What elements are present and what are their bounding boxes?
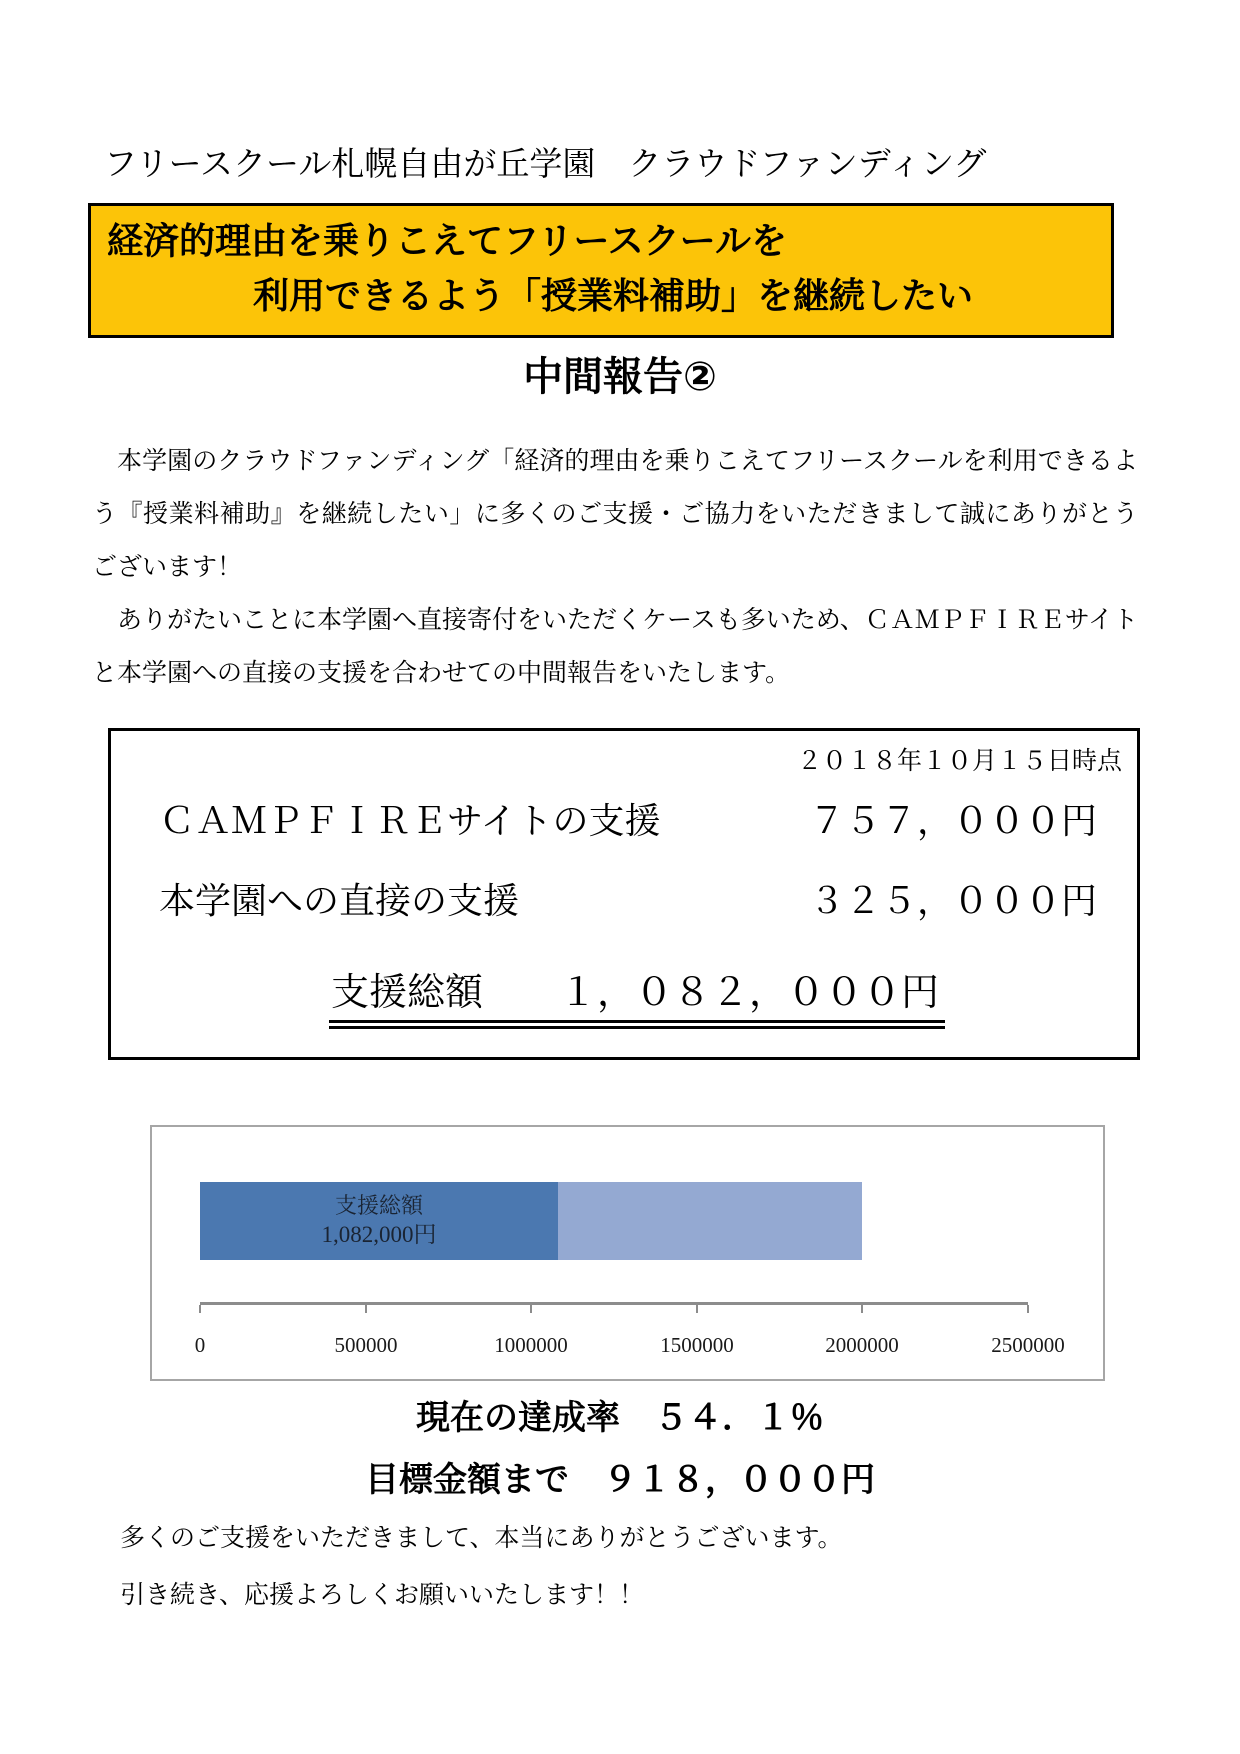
closing-line-1: 多くのご支援をいただきまして、本当にありがとうございます。 — [120, 1524, 843, 1552]
x-axis-tick — [199, 1305, 201, 1313]
paragraph-2: ありがたいことに本学園へ直接寄付をいただくケースも多いため、ＣＡＭＰＦＩＲＥサイトと本学園への直接の支援を合わせての中間報告をいたします。 — [92, 606, 1139, 687]
x-axis-tick — [1027, 1305, 1029, 1313]
bar-label-title: 支援総額 — [334, 1193, 423, 1218]
bar-raised-segment — [200, 1182, 558, 1260]
x-axis-tick-label: 1500000 — [660, 1333, 734, 1357]
bar-remaining-segment — [558, 1182, 862, 1260]
x-axis-tick — [696, 1305, 698, 1313]
x-axis-tick-label: 500000 — [334, 1333, 398, 1357]
summary-row-value: ３２５，０００円 — [808, 880, 1097, 921]
intro-paragraphs — [92, 435, 1138, 700]
progress-bar — [200, 1182, 862, 1260]
x-axis-tick — [530, 1305, 532, 1313]
x-axis-tick-label: 2500000 — [991, 1333, 1065, 1357]
as-of-date: ２０１８年１０月１５日時点 — [796, 747, 1122, 775]
progress-chart — [150, 1125, 1105, 1381]
banner-line-1: 経済的理由を乗りこえてフリースクールを — [107, 220, 788, 261]
summary-row-direct — [159, 873, 1097, 924]
summary-row-label: ＣＡＭＰＦＩＲＥサイトの支援 — [159, 800, 661, 841]
summary-row-campfire — [159, 793, 1097, 844]
x-axis-tick-label: 0 — [194, 1333, 206, 1357]
paragraph-1: 本学園のクラウドファンディング「経済的理由を乗りこえてフリースクールを利用できるよう『授業料補助』を継続したい」に多くのご支援・ご協力をいただきまして誠にありがとうございます！ — [92, 447, 1138, 581]
x-axis-line — [200, 1302, 1028, 1305]
goal-remaining: 目標金額まで ９１８，０００円 — [365, 1461, 875, 1499]
report-heading: 中間報告② — [523, 355, 717, 399]
support-summary-box — [108, 728, 1140, 1060]
x-axis-tick-label: 1000000 — [494, 1333, 568, 1357]
bar-label-amount: 1,082,000円 — [321, 1222, 437, 1247]
document-title: フリースクール札幌自由が丘学園 クラウドファンディング — [104, 145, 987, 182]
closing-message — [120, 1510, 843, 1624]
x-axis-tick-label: 2000000 — [825, 1333, 899, 1357]
achievement-rate: 現在の達成率 ５４．１％ — [416, 1399, 824, 1437]
summary-row-label: 本学園への直接の支援 — [159, 880, 520, 921]
campaign-banner — [88, 203, 1114, 338]
total-amount: 支援総額 １，０８２，０００円 — [329, 961, 945, 1029]
x-axis-tick — [365, 1305, 367, 1313]
x-axis-tick — [861, 1305, 863, 1313]
summary-row-value: ７５７，０００円 — [808, 800, 1097, 841]
banner-line-2: 利用できるよう「授業料補助」を継続したい — [253, 275, 974, 316]
closing-line-2: 引き続き、応援よろしくお願いいたします！！ — [120, 1581, 645, 1609]
